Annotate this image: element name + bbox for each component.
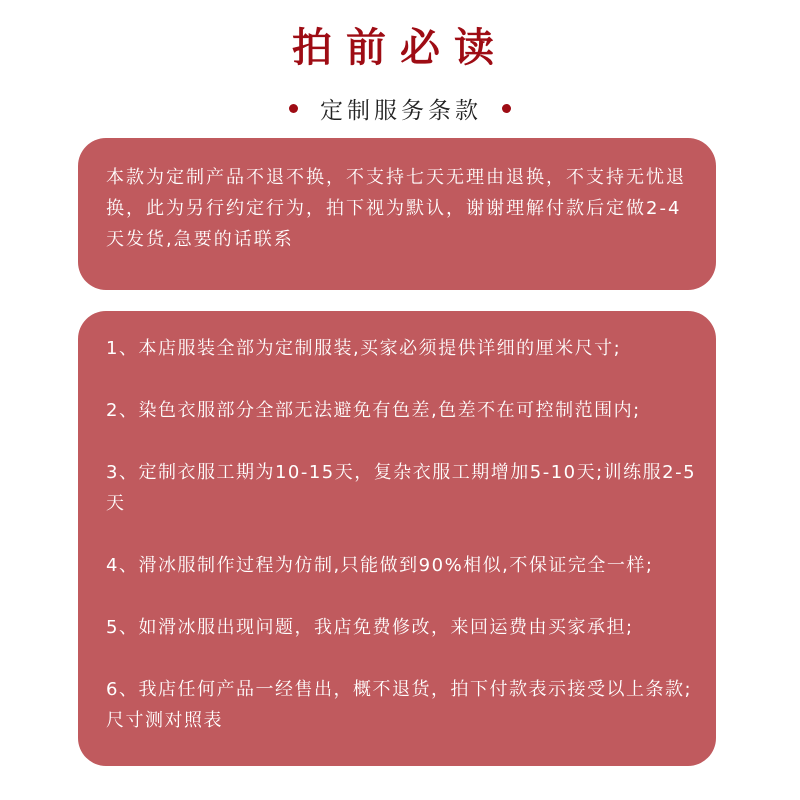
notice-panel [78,138,716,290]
bullet-dot-icon [502,104,511,113]
page-title: 拍前必读 [292,25,508,71]
term-item: 5、如滑冰服出现问题，我店免费修改，来回运费由买家承担; [106,617,634,638]
page-subtitle: 定制服务条款 [320,97,482,124]
term-item: 4、滑冰服制作过程为仿制,只能做到90%相似,不保证完全一样; [106,555,654,576]
notice-text: 本款为定制产品不退不换，不支持七天无理由退换，不支持无忧退换，此为另行约定行为，拍下视为默认，谢谢理解付款后定做2-4天发货,急要的话联系 [106,167,686,250]
term-item: 2、染色衣服部分全部无法避免有色差,色差不在可控制范围内; [106,400,641,421]
subtitle-row [0,88,800,128]
bullet-dot-icon [289,104,298,113]
term-item: 1、本店服装全部为定制服装,买家必须提供详细的厘米尺寸; [106,338,622,359]
term-item: 3、定制衣服工期为10-15天，复杂衣服工期增加5-10天;训练服2-5天 [106,462,697,514]
terms-panel [78,311,716,766]
term-item: 6、我店任何产品一经售出，概不退货，拍下付款表示接受以上条款;尺寸测对照表 [106,679,693,731]
